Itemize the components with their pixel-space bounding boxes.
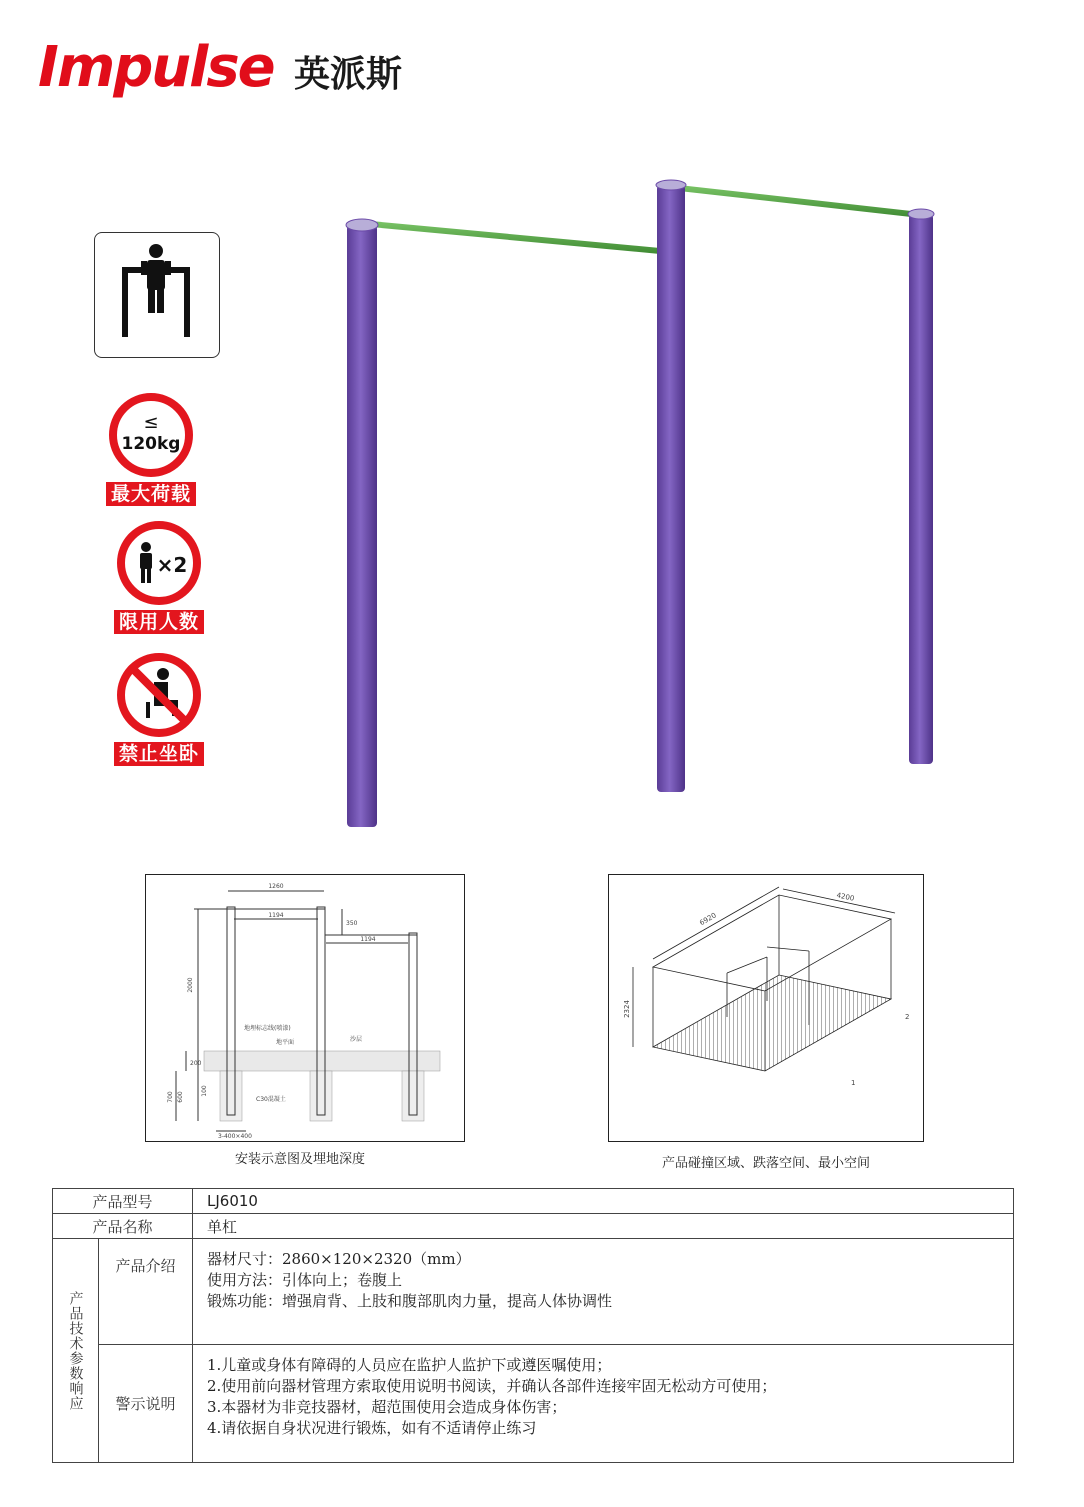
max-load-label: 最大荷载 xyxy=(106,482,196,506)
user-limit-value: ×2 xyxy=(156,553,188,577)
install-diagram xyxy=(145,874,465,1142)
model-label: 产品型号 xyxy=(53,1189,193,1214)
low-bar xyxy=(360,220,660,254)
label-concrete: C30混凝土 xyxy=(256,1096,286,1103)
table-row xyxy=(53,1239,1014,1345)
max-load-sign xyxy=(96,392,206,506)
intro-label: 产品介绍 xyxy=(99,1239,193,1345)
marker-1: 1 xyxy=(851,1079,856,1087)
section-label-cell xyxy=(53,1239,99,1463)
intro-line: 锻炼功能：增强肩背、上肢和腹部肌肉力量，提高人体协调性 xyxy=(207,1292,613,1310)
install-caption: 安装示意图及埋地深度 xyxy=(234,1152,365,1167)
dim-inner-width: 1194 xyxy=(268,912,284,919)
name-value: 单杠 xyxy=(193,1214,1014,1239)
dim-offset: 350 xyxy=(346,920,358,927)
warn-line: 4.请依据自身状况进行锻炼，如有不适请停止练习 xyxy=(207,1419,537,1437)
left-post xyxy=(347,225,377,827)
dim-length: 6920 xyxy=(698,911,718,928)
middle-post xyxy=(657,185,685,792)
exercise-pictogram xyxy=(94,232,220,358)
no-sitting-label: 禁止坐卧 xyxy=(114,742,204,766)
logo-text: Impulse xyxy=(38,35,274,100)
warn-line: 2.使用前向器材管理方索取使用说明书阅读，并确认各部件连接牢固无松动方可使用； xyxy=(207,1377,777,1395)
dim-height: 2324 xyxy=(623,1000,631,1018)
dim-d1: 200 xyxy=(190,1060,202,1067)
pull-up-pictogram-icon xyxy=(95,233,219,357)
product-render xyxy=(330,170,950,840)
section-label: 产品技术参数响应 xyxy=(67,1290,84,1411)
dim-footer: 3-400×400 xyxy=(218,1133,252,1140)
table-row xyxy=(53,1345,1014,1463)
table-row xyxy=(53,1214,1014,1239)
zone-diagram xyxy=(608,874,924,1142)
no-sitting-sign xyxy=(104,652,214,766)
dim-top-width: 1260 xyxy=(268,883,284,890)
user-limit-label: 限用人数 xyxy=(114,610,204,634)
spec-table xyxy=(52,1188,1014,1463)
no-sitting-icon xyxy=(116,652,202,738)
intro-line: 器材尺寸：2860×120×2320（mm） xyxy=(207,1250,471,1268)
marker-2: 2 xyxy=(905,1013,910,1021)
user-limit-sign xyxy=(104,520,214,634)
dim-width: 4200 xyxy=(835,891,855,903)
high-bar xyxy=(670,184,920,218)
weight-limit-icon xyxy=(108,392,194,478)
zone-caption: 产品碰撞区域、跌落空间、最小空间 xyxy=(661,1156,870,1171)
install-drawing xyxy=(146,875,464,1141)
label-ground-line: 地埋标志线(喷漆) xyxy=(244,1025,291,1032)
label-sand: 沙层 xyxy=(350,1036,363,1043)
weight-limit-symbol: ≤ xyxy=(143,412,159,433)
weight-limit-value: 120kg xyxy=(121,434,181,454)
dim-height: 2000 xyxy=(187,977,194,993)
label-ground-level: 地平面 xyxy=(276,1039,295,1046)
zone-drawing xyxy=(609,875,923,1141)
logo-chinese: 英派斯 xyxy=(294,54,403,95)
user-limit-icon xyxy=(116,520,202,606)
table-row xyxy=(53,1189,1014,1214)
dim-d2: 700 xyxy=(167,1091,174,1103)
logo-wordmark xyxy=(38,35,274,100)
warn-content xyxy=(193,1345,1014,1463)
intro-line: 使用方法：引体向上；卷腹上 xyxy=(207,1271,403,1289)
dim-inner-width2: 1194 xyxy=(360,936,376,943)
warn-label: 警示说明 xyxy=(99,1345,193,1463)
right-post xyxy=(909,214,933,764)
model-value: LJ6010 xyxy=(193,1189,1014,1214)
dim-d4: 100 xyxy=(201,1085,208,1097)
warn-line: 3.本器材为非竞技器材，超范围使用会造成身体伤害； xyxy=(207,1398,567,1416)
name-label: 产品名称 xyxy=(53,1214,193,1239)
intro-content xyxy=(193,1239,1014,1345)
warn-line: 1.儿童或身体有障碍的人员应在监护人监护下或遵医嘱使用； xyxy=(207,1356,612,1374)
dim-d3: 600 xyxy=(177,1091,184,1103)
brand-logo xyxy=(38,32,438,102)
